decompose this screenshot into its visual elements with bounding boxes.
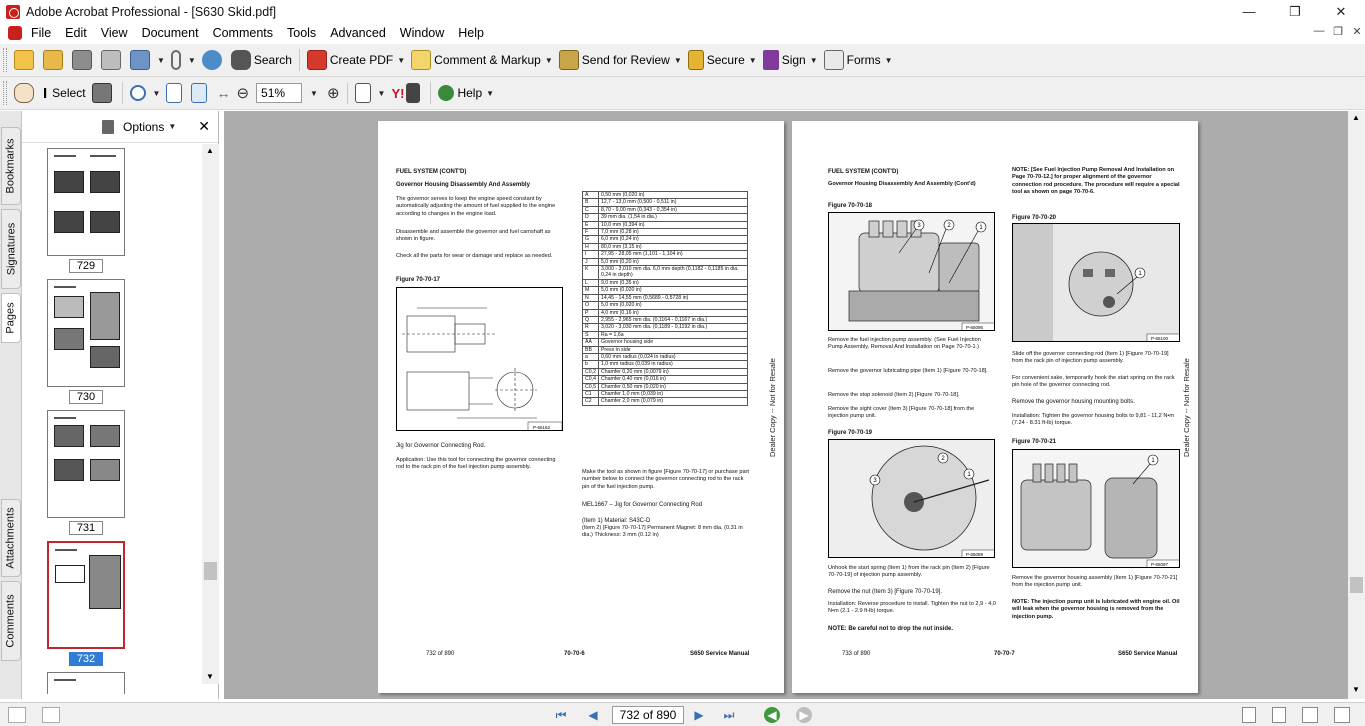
- svg-text:1: 1: [967, 472, 971, 478]
- pdf-page-732: [378, 121, 784, 693]
- table-row: [583, 258, 748, 265]
- save-icon: [72, 50, 92, 70]
- paragraph: For convenient sake, temporarily hook the start spring on the rack pin hole of the governor connecting rod.: [1012, 375, 1175, 389]
- table-key: L: [583, 279, 599, 286]
- table-value: Chamfer 1,0 mm (0,039 in): [598, 390, 747, 397]
- table-row: [583, 390, 748, 397]
- menu-file[interactable]: File: [31, 26, 52, 40]
- document-scrollbar[interactable]: [1348, 111, 1365, 699]
- actual-size-button[interactable]: [163, 80, 188, 106]
- thumbnail-scrollbar[interactable]: [202, 144, 219, 684]
- page-footer-number: 70-70-7: [994, 651, 1015, 657]
- status-bar: [0, 702, 1365, 726]
- window-title: Adobe Acrobat Professional - [S630 Skid.pdf]: [26, 4, 277, 19]
- table-value: 80,0 mm (3,15 in): [598, 243, 747, 250]
- governor-removed-photo: [1013, 450, 1180, 568]
- select-label: Select: [52, 86, 86, 100]
- binoculars-icon: [231, 50, 251, 70]
- minimize-button[interactable]: —: [1242, 4, 1256, 19]
- document-view[interactable]: [224, 111, 1348, 699]
- table-row: [583, 361, 748, 368]
- table-row: [583, 199, 748, 206]
- note: NOTE: [See Fuel Injection Pump Removal And Installation on Page 70-70-12.] for proper alignment of the governor connection rod procedure. The procedure will require a special tool as shown on page 70-70-6.: [1012, 167, 1180, 196]
- panel-close-icon[interactable]: ✕: [198, 118, 211, 134]
- close-button[interactable]: ✕: [1335, 3, 1347, 19]
- table-row: [583, 214, 748, 221]
- page-footer-manual: S650 Service Manual: [690, 651, 750, 657]
- paragraph: Remove the nut (Item 3) [Figure 70-70-19].: [828, 589, 943, 595]
- figure-label: Figure 70-70-18: [828, 203, 873, 209]
- next-view-button[interactable]: ▶: [796, 707, 812, 723]
- table-row: [583, 302, 748, 309]
- table-key: H: [583, 243, 599, 250]
- paragraph: Make the tool as shown in figure [Figure 70-70-17] or purchase part number below to connect the governor connecting rod to the rack pin of the fuel injection pump.: [582, 469, 749, 490]
- table-row: [583, 376, 748, 383]
- trash-icon[interactable]: [102, 120, 114, 134]
- table-key: D: [583, 214, 599, 221]
- table-key: B: [583, 199, 599, 206]
- document-properties-icon[interactable]: [8, 707, 26, 723]
- page-footer-manual: S650 Service Manual: [1118, 651, 1178, 657]
- secure-button[interactable]: Secure ▼: [685, 47, 760, 73]
- table-value: 12,7 - 13,0 mm (0,500 - 0,511 in): [598, 199, 747, 206]
- svg-text:2: 2: [941, 456, 945, 462]
- options-menu[interactable]: Options: [123, 119, 165, 134]
- paragraph: Check all the parts for wear or damage and replace as needed.: [396, 253, 553, 259]
- page-footer-left: 732 of 890: [426, 651, 455, 657]
- rotate-icon: [355, 83, 371, 103]
- table-value: 5,0 mm (0,020 in): [598, 302, 747, 309]
- send-review-button[interactable]: Send for Review ▼: [556, 47, 685, 73]
- table-key: R: [583, 324, 599, 331]
- zoom-tool-button[interactable]: ▼: [127, 80, 164, 106]
- table-value: 7,0 mm (0,28 in): [598, 229, 747, 236]
- table-row: [583, 331, 748, 338]
- search-button[interactable]: [228, 47, 295, 73]
- table-key: C0,2: [583, 368, 599, 375]
- table-key: N: [583, 294, 599, 301]
- note: NOTE: The injection pump unit is lubricated with engine oil. Oil will leak when the governor housing is removed from the injection pump.: [1012, 599, 1180, 620]
- single-page-icon[interactable]: [1242, 707, 1256, 723]
- continuous-facing-icon[interactable]: [1334, 707, 1350, 723]
- table-key: b: [583, 361, 599, 368]
- figure-code: P-65100: [1151, 336, 1169, 341]
- page-heading: FUEL SYSTEM (CONT'D): [828, 169, 899, 175]
- table-key: AA: [583, 339, 599, 346]
- toolbar-grip[interactable]: [3, 81, 7, 105]
- create-pdf-button[interactable]: Create PDF ▼: [304, 47, 408, 73]
- figure-70-70-20: [1012, 223, 1180, 342]
- table-row: [583, 192, 748, 199]
- paragraph: Unhook the start spring (Item 1) from the rack pin (Item 2) [Figure 70-70-19] of injection pump assembly.: [828, 565, 990, 579]
- attach-button[interactable]: ▼: [168, 47, 199, 73]
- figure-code: P-65095: [966, 325, 984, 330]
- paragraph: Application: Use this tool for connecting the governor connecting rod to the rack pin of the fuel injection pump assembly.: [396, 457, 556, 471]
- figure-70-70-21: [1012, 449, 1180, 568]
- figure-label: Figure 70-70-17: [396, 277, 441, 283]
- document-icon[interactable]: [8, 26, 22, 40]
- table-key: C0,5: [583, 383, 599, 390]
- print-button[interactable]: [98, 47, 127, 73]
- yahoo-binoculars-icon: [406, 83, 420, 103]
- table-row: [583, 279, 748, 286]
- table-key: Q: [583, 316, 599, 323]
- page-heading: FUEL SYSTEM (CONT'D): [396, 169, 467, 175]
- paragraph: MEL1667 – Jig for Governor Connecting Rod: [582, 502, 703, 508]
- paragraph: Installation: Tighten the governor housing bolts to 9,81 - 11,2 N•m (7.24 - 8.31 ft-lb) torque.: [1012, 413, 1174, 427]
- sign-label: Sign: [781, 53, 806, 67]
- toolbar-grip[interactable]: [3, 48, 7, 72]
- table-row: [583, 339, 748, 346]
- note: NOTE: Be careful not to drop the nut inside.: [828, 626, 954, 632]
- send-review-icon: [559, 50, 579, 70]
- table-key: K: [583, 266, 599, 280]
- page-footer-number: 70-70-6: [564, 651, 585, 657]
- scroll-down-icon[interactable]: ▼: [206, 672, 214, 681]
- table-key: G: [583, 236, 599, 243]
- snapshot-button[interactable]: [89, 80, 118, 106]
- organizer-button[interactable]: [40, 47, 69, 73]
- table-value: 9,0 mm (0,35 in): [598, 279, 747, 286]
- page-footer-left: 733 of 890: [842, 651, 871, 657]
- sign-button[interactable]: Sign ▼: [760, 47, 821, 73]
- svg-text:1: 1: [1151, 458, 1155, 464]
- dealer-copy-watermark: Dealer Copy -- Not for Resale: [768, 358, 777, 457]
- figure-code: P-65089: [966, 552, 984, 557]
- svg-text:1: 1: [979, 225, 983, 231]
- fit-page-button[interactable]: [188, 80, 213, 106]
- zoom-level-input[interactable]: 51%: [256, 83, 302, 103]
- table-value: 5,0 mm (0,20 in): [598, 258, 747, 265]
- paragraph: Remove the governor housing mounting bolts.: [1012, 399, 1135, 405]
- forms-button[interactable]: Forms ▼: [821, 47, 896, 73]
- page-thumbnail[interactable]: [47, 672, 125, 694]
- table-value: Ra = 1,6a: [598, 331, 747, 338]
- page-thumbnail[interactable]: [47, 279, 125, 387]
- menu-document[interactable]: Document: [141, 26, 199, 40]
- web-button[interactable]: [199, 47, 228, 73]
- figure-code: P-65097: [1151, 562, 1169, 567]
- tab-signatures[interactable]: Signatures: [1, 209, 21, 289]
- table-value: 5,0 mm (0,020 in): [598, 287, 747, 294]
- table-value: 3,020 - 3,030 mm dia. (0,1189 - 0,1192 in dia.): [598, 324, 747, 331]
- rack-pin-photo: [829, 440, 995, 558]
- table-key: O: [583, 302, 599, 309]
- organizer-icon: [43, 50, 63, 70]
- doc-restore-icon[interactable]: ❐: [1333, 26, 1343, 38]
- create-pdf-label: Create PDF: [329, 53, 394, 67]
- table-row: [583, 346, 748, 353]
- scroll-up-icon[interactable]: ▲: [1352, 113, 1360, 122]
- open-button[interactable]: [11, 47, 40, 73]
- table-key: A: [583, 192, 599, 199]
- table-row: [583, 221, 748, 228]
- tab-bookmarks[interactable]: Bookmarks: [1, 127, 21, 205]
- menu-bar: [0, 23, 1365, 43]
- table-value: 14,45 - 14,55 mm (0,5689 - 0,5728 in): [598, 294, 747, 301]
- table-value: Chamfer 2,0 mm (0,079 in): [598, 398, 747, 405]
- table-row: [583, 309, 748, 316]
- thumbnail-page-number-selected: 732: [69, 652, 103, 666]
- table-row: [583, 229, 748, 236]
- section-heading: Governor Housing Disassembly And Assembly (Cont'd): [828, 181, 976, 187]
- last-page-button[interactable]: ⏭: [723, 708, 735, 722]
- page-number-input[interactable]: 732 of 890: [612, 706, 684, 724]
- next-page-button[interactable]: ▶: [694, 708, 704, 722]
- figure-label: Figure 70-70-19: [828, 430, 873, 436]
- comment-icon: [411, 50, 431, 70]
- menu-tools[interactable]: Tools: [287, 26, 317, 40]
- table-key: C: [583, 206, 599, 213]
- thumbnail-page-number: 730: [69, 390, 103, 404]
- actual-size-icon: [166, 83, 182, 103]
- file-toolbar: [0, 44, 1365, 77]
- tab-attachments[interactable]: Attachments: [1, 499, 21, 577]
- print-icon: [101, 50, 121, 70]
- table-row: [583, 368, 748, 375]
- table-value: Press in side: [598, 346, 747, 353]
- send-review-label: Send for Review: [581, 53, 670, 67]
- hand-tool-button[interactable]: [11, 80, 40, 106]
- table-row: [583, 243, 748, 250]
- open-folder-icon: [14, 50, 34, 70]
- facing-icon[interactable]: [1302, 707, 1318, 723]
- navigation-tabs: [0, 111, 22, 699]
- table-value: 39 mm dia. (1,54 in dia.): [598, 214, 747, 221]
- menu-window[interactable]: Window: [399, 26, 445, 40]
- search-label: Search: [253, 53, 292, 67]
- comment-markup-label: Comment & Markup: [434, 53, 541, 67]
- paragraph: (Item 2) [Figure 70-70-17] Permanent Magnet: 8 mm dia. (0.31 in dia.) Thickness: 3 mm (0.12 in): [582, 525, 743, 539]
- menu-help[interactable]: Help: [458, 26, 484, 40]
- table-key: C2: [583, 398, 599, 405]
- zoom-out-button[interactable]: [233, 80, 252, 106]
- paragraph: Remove the stop solenoid (Item 2) [Figure 70-70-18].: [828, 392, 960, 398]
- table-value: Governor housing side: [598, 339, 747, 346]
- section-heading: Governor Housing Disassembly And Assembly: [396, 182, 530, 188]
- svg-text:3: 3: [917, 223, 921, 229]
- table-value: 6,0 mm (0,24 in): [598, 236, 747, 243]
- thumbnail-page-number: 731: [69, 521, 103, 535]
- help-icon: [438, 85, 454, 101]
- table-value: 0,50 mm (0,020 in): [598, 192, 747, 199]
- dimension-table: [582, 191, 748, 406]
- fit-width-button[interactable]: [213, 80, 233, 106]
- table-row: [583, 383, 748, 390]
- paragraph: Installation: Reverse procedure to install. Tighten the nut to 2,9 - 4,0 N•m (2.1 - 2.9 ft-lb) torque.: [828, 601, 996, 615]
- figure-70-70-17: [396, 287, 563, 431]
- table-row: [583, 251, 748, 258]
- menu-advanced[interactable]: Advanced: [330, 26, 386, 40]
- doc-minimize-icon[interactable]: —: [1313, 25, 1325, 37]
- table-value: 0,60 mm radius (0,024 in radius): [598, 353, 747, 360]
- pdf-page-733: [792, 121, 1198, 693]
- paragraph: Slide off the governor connecting rod (Item 1) [Figure 70-70-19] from the rack pin of injection pump assembly.: [1012, 351, 1169, 365]
- menu-comments[interactable]: Comments: [212, 26, 273, 40]
- table-row: [583, 287, 748, 294]
- table-value: 2,955 - 2,965 mm dia. (0,1164 - 0,1167 in dia.): [598, 316, 747, 323]
- title-bar: [0, 0, 1365, 23]
- figure-code: P-65162: [533, 425, 551, 430]
- maximize-button[interactable]: ❐: [1289, 3, 1301, 19]
- forms-label: Forms: [846, 53, 881, 67]
- paragraph: Remove the governor housing assembly (Item 1) [Figure 70-70-21] from the injection pump unit.: [1012, 575, 1178, 589]
- menu-edit[interactable]: Edit: [65, 26, 87, 40]
- injection-pump-photo: [829, 213, 995, 331]
- table-row: [583, 353, 748, 360]
- tab-pages[interactable]: Pages: [1, 293, 21, 343]
- select-tool-button[interactable]: [40, 80, 89, 106]
- email-button[interactable]: ▼: [127, 47, 168, 73]
- figure-70-70-18: [828, 212, 995, 331]
- table-key: S: [583, 331, 599, 338]
- secure-label: Secure: [706, 53, 745, 67]
- yahoo-logo-icon: Y!: [391, 85, 405, 101]
- save-button[interactable]: [69, 47, 98, 73]
- paragraph: The governor serves to keep the engine speed constant by automatically adjusting the amount of fuel supplied to the engine according to changes in the engine load.: [396, 196, 556, 217]
- table-value: 10,0 mm (0,394 in): [598, 221, 747, 228]
- table-key: F: [583, 229, 599, 236]
- governor-housing-photo: [1013, 224, 1180, 342]
- zoom-in-icon: [130, 85, 146, 101]
- forms-icon: [824, 50, 844, 70]
- table-row: [583, 398, 748, 405]
- dealer-copy-watermark: Dealer Copy -- Not for Resale: [1182, 358, 1191, 457]
- email-icon: [130, 50, 150, 70]
- lock-icon: [688, 50, 704, 70]
- zoom-dropdown-icon[interactable]: ▼: [310, 88, 318, 98]
- hand-icon: [14, 83, 34, 103]
- table-value: 3,000 - 3,010 mm dia. 6,0 mm depth (0,1182 - 0,1185 in dia. 0,24 in depth): [598, 266, 747, 280]
- table-value: 8,70 - 9,00 mm (0,343 - 0,354 in): [598, 206, 747, 213]
- paragraph: Remove the sight cover (Item 3) [Figure 70-70-18] from the injection pump unit.: [828, 406, 975, 420]
- table-row: [583, 316, 748, 323]
- paperclip-icon: [171, 50, 181, 70]
- globe-icon: [202, 50, 222, 70]
- table-value: 1,0 mm radius (0,039 in radius): [598, 361, 747, 368]
- panel-header: [22, 111, 218, 143]
- comment-markup-button[interactable]: Comment & Markup ▼: [408, 47, 556, 73]
- jig-drawing: [397, 288, 563, 431]
- table-key: a: [583, 353, 599, 360]
- create-pdf-icon: [307, 50, 327, 70]
- rotate-button[interactable]: ▼: [352, 80, 389, 106]
- table-key: J: [583, 258, 599, 265]
- table-key: C1: [583, 390, 599, 397]
- table-value: Chamfer 0,40 mm (0,016 in): [598, 376, 747, 383]
- help-button[interactable]: Help ▼: [435, 80, 497, 106]
- table-value: 27,95 - 28,05 mm (1,101 - 1,104 in): [598, 251, 747, 258]
- acrobat-logo-icon: [6, 5, 20, 19]
- text-cursor-icon: I: [43, 84, 48, 102]
- thumbnail-list: [22, 144, 202, 694]
- table-value: Chamfer 0,50 mm (0,020 in): [598, 383, 747, 390]
- table-key: BB: [583, 346, 599, 353]
- zoom-plus-icon: ⊕: [326, 85, 340, 102]
- table-key: E: [583, 221, 599, 228]
- table-row: [583, 266, 748, 280]
- continuous-icon[interactable]: [1272, 707, 1286, 723]
- table-row: [583, 294, 748, 301]
- pen-icon: [763, 50, 779, 70]
- page-thumbnail[interactable]: [47, 410, 125, 518]
- table-key: M: [583, 287, 599, 294]
- page-size-icon[interactable]: [42, 707, 60, 723]
- table-row: [583, 236, 748, 243]
- figure-label: Figure 70-70-20: [1012, 215, 1057, 221]
- page-thumbnail-selected[interactable]: [47, 541, 125, 649]
- table-key: P: [583, 309, 599, 316]
- fit-width-icon: ↔: [216, 85, 231, 101]
- tab-comments[interactable]: Comments: [1, 581, 21, 661]
- doc-close-icon[interactable]: ✕: [1352, 26, 1362, 38]
- menu-view[interactable]: View: [100, 26, 128, 40]
- table-row: [583, 206, 748, 213]
- help-label: Help: [457, 86, 483, 100]
- fit-page-icon: [191, 83, 207, 103]
- table-row: [583, 324, 748, 331]
- scrollbar-thumb[interactable]: [204, 562, 217, 580]
- scroll-up-icon[interactable]: ▲: [206, 146, 214, 155]
- figure-label: Figure 70-70-21: [1012, 439, 1057, 445]
- paragraph: Remove the governor lubricating pipe (Item 1) [Figure 70-70-18].: [828, 368, 988, 374]
- svg-text:1: 1: [1138, 271, 1142, 277]
- previous-view-button[interactable]: ◀: [764, 707, 780, 723]
- options-dropdown-icon[interactable]: ▼: [168, 122, 177, 131]
- table-key: I: [583, 251, 599, 258]
- page-thumbnail[interactable]: [47, 148, 125, 256]
- first-page-button[interactable]: ⏮: [555, 708, 567, 722]
- paragraph: (Item 1) Material: S43C-D: [582, 518, 651, 524]
- scroll-down-icon[interactable]: ▼: [1352, 685, 1360, 694]
- table-value: 4,0 mm (0,16 in): [598, 309, 747, 316]
- zoom-in-button[interactable]: [324, 80, 343, 106]
- previous-page-button[interactable]: ◀: [588, 708, 598, 722]
- navigation-toolbar: [0, 77, 1365, 110]
- figure-70-70-19: [828, 439, 995, 558]
- pages-panel: [22, 111, 219, 699]
- yahoo-toolbar-button[interactable]: [388, 80, 426, 106]
- thumbnail-page-number: 729: [69, 259, 103, 273]
- paragraph: Remove the fuel injection pump assembly. (See Fuel Injection Pump Assembly, Removal And Installation on Page 70-70-1.): [828, 337, 981, 351]
- paragraph: Disassemble and assemble the governor and fuel camshaft as shown in figure.: [396, 229, 551, 243]
- table-value: Chamfer 0,20 mm (0,0079 in): [598, 368, 747, 375]
- zoom-out-icon: ⊖: [236, 85, 250, 102]
- table-key: C0,4: [583, 376, 599, 383]
- camera-icon: [92, 83, 112, 103]
- caption: Jig for Governor Connecting Rod.: [396, 443, 486, 449]
- svg-text:2: 2: [947, 223, 951, 229]
- scrollbar-thumb[interactable]: [1350, 577, 1363, 593]
- svg-text:3: 3: [873, 478, 877, 484]
